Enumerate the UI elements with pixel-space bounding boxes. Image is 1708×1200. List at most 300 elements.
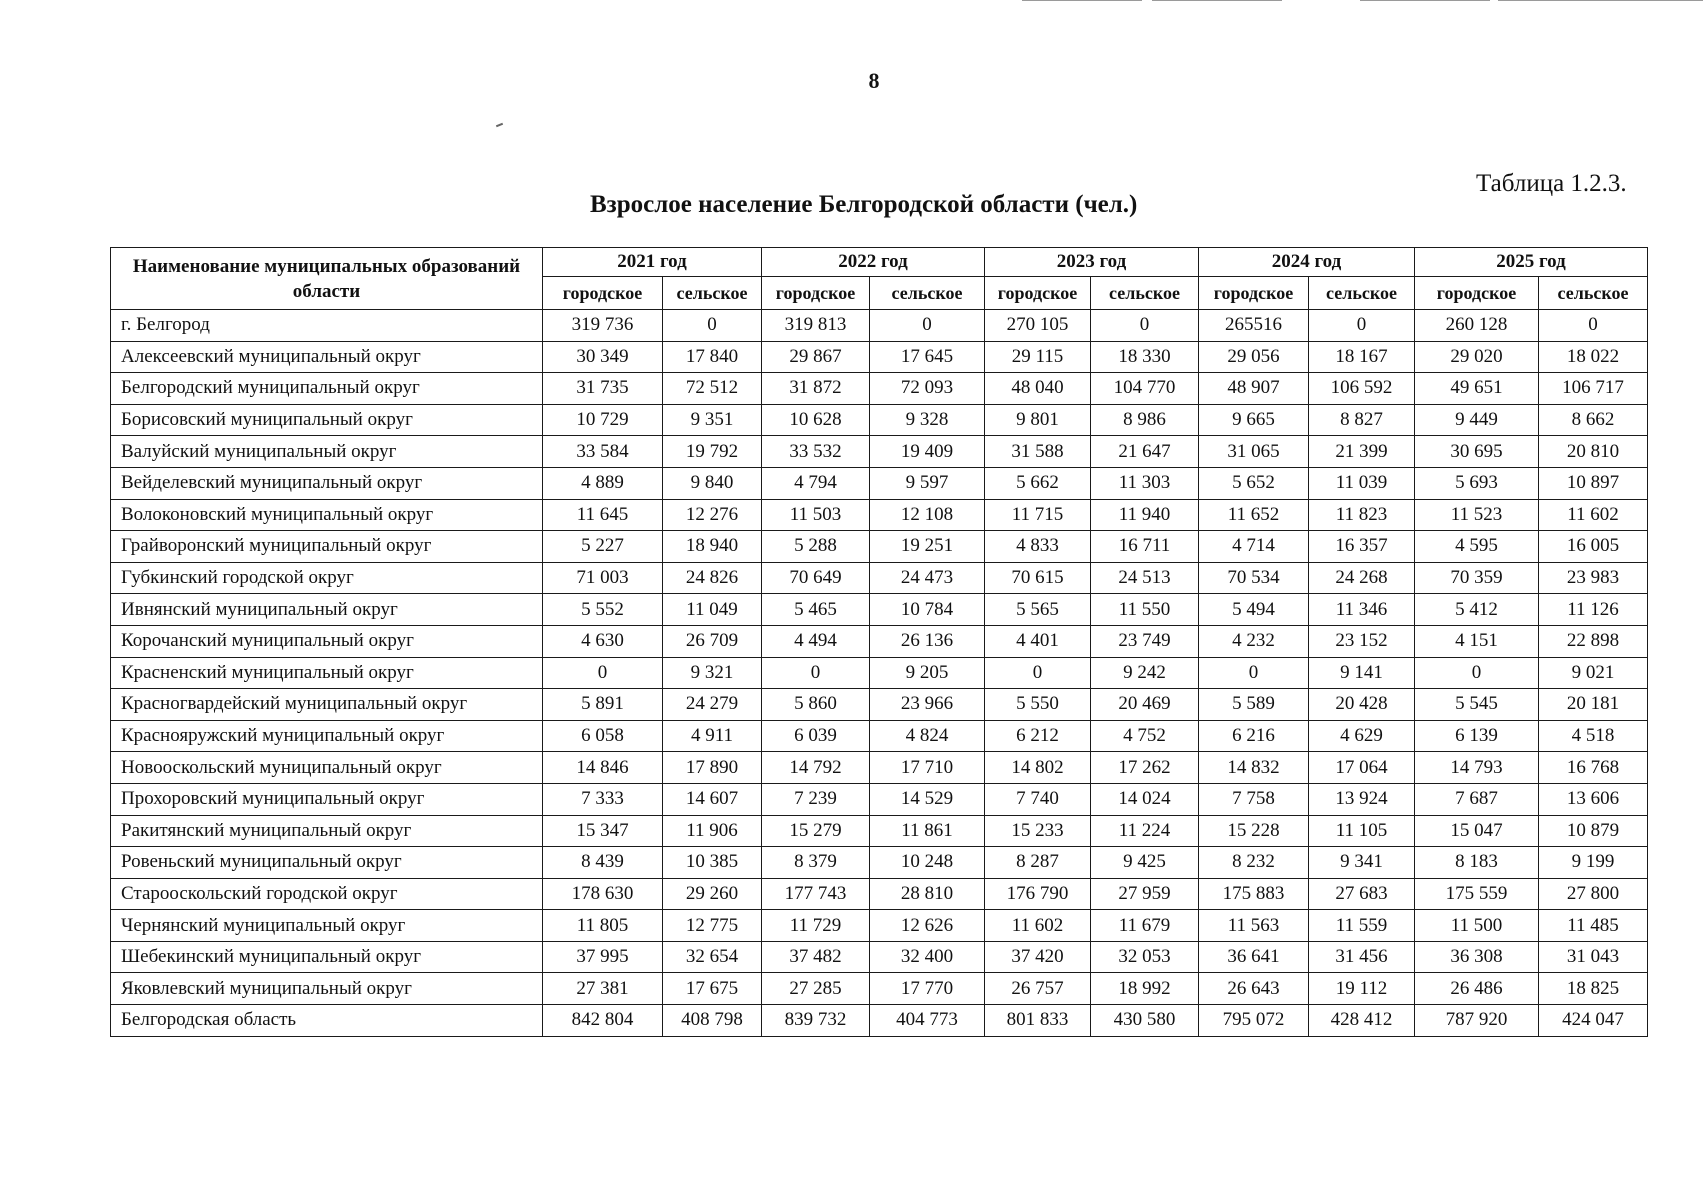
column-header-name: Наименование муниципальных образований области	[111, 248, 543, 310]
rural-value-cell: 11 550	[1091, 594, 1199, 626]
column-header-urban: городское	[762, 277, 870, 310]
rural-value-cell: 31 043	[1539, 941, 1648, 973]
rural-value-cell: 9 351	[663, 404, 762, 436]
rural-value-cell: 0	[663, 310, 762, 342]
table-label: Таблица 1.2.3.	[1476, 170, 1627, 197]
rural-value-cell: 11 861	[870, 815, 985, 847]
row-name-cell: Красногвардейский муниципальный округ	[111, 689, 543, 721]
rural-value-cell: 9 341	[1309, 847, 1415, 879]
row-name-cell: Алексеевский муниципальный округ	[111, 341, 543, 373]
urban-value-cell: 0	[1199, 657, 1309, 689]
rural-value-cell: 9 205	[870, 657, 985, 689]
rural-value-cell: 10 879	[1539, 815, 1648, 847]
rural-value-cell: 16 005	[1539, 531, 1648, 563]
row-name-cell: Прохоровский муниципальный округ	[111, 783, 543, 815]
rural-value-cell: 4 752	[1091, 720, 1199, 752]
urban-value-cell: 7 239	[762, 783, 870, 815]
pen-mark	[496, 123, 503, 127]
rural-value-cell: 428 412	[1309, 1005, 1415, 1037]
urban-value-cell: 260 128	[1415, 310, 1539, 342]
rural-value-cell: 17 064	[1309, 752, 1415, 784]
row-name-cell: Красненский муниципальный округ	[111, 657, 543, 689]
urban-value-cell: 7 687	[1415, 783, 1539, 815]
table-row	[111, 657, 1648, 689]
urban-value-cell: 26 757	[985, 973, 1091, 1005]
rural-value-cell: 11 126	[1539, 594, 1648, 626]
urban-value-cell: 9 801	[985, 404, 1091, 436]
urban-value-cell: 5 693	[1415, 467, 1539, 499]
rural-value-cell: 18 992	[1091, 973, 1199, 1005]
urban-value-cell: 36 308	[1415, 941, 1539, 973]
urban-value-cell: 33 584	[543, 436, 663, 468]
urban-value-cell: 319 813	[762, 310, 870, 342]
urban-value-cell: 33 532	[762, 436, 870, 468]
urban-value-cell: 4 714	[1199, 531, 1309, 563]
urban-value-cell: 5 552	[543, 594, 663, 626]
rural-value-cell: 10 385	[663, 847, 762, 879]
table-row	[111, 625, 1648, 657]
row-name-cell: Чернянский муниципальный округ	[111, 910, 543, 942]
rural-value-cell: 23 152	[1309, 625, 1415, 657]
rural-value-cell: 11 224	[1091, 815, 1199, 847]
urban-value-cell: 6 216	[1199, 720, 1309, 752]
row-name-cell: Корочанский муниципальный округ	[111, 625, 543, 657]
urban-value-cell: 14 793	[1415, 752, 1539, 784]
rural-value-cell: 16 768	[1539, 752, 1648, 784]
urban-value-cell: 5 589	[1199, 689, 1309, 721]
urban-value-cell: 37 995	[543, 941, 663, 973]
urban-value-cell: 319 736	[543, 310, 663, 342]
urban-value-cell: 842 804	[543, 1005, 663, 1037]
rural-value-cell: 18 330	[1091, 341, 1199, 373]
rural-value-cell: 19 792	[663, 436, 762, 468]
urban-value-cell: 15 347	[543, 815, 663, 847]
urban-value-cell: 4 630	[543, 625, 663, 657]
urban-value-cell: 36 641	[1199, 941, 1309, 973]
urban-value-cell: 71 003	[543, 562, 663, 594]
rural-value-cell: 24 473	[870, 562, 985, 594]
urban-value-cell: 70 649	[762, 562, 870, 594]
rural-value-cell: 8 662	[1539, 404, 1648, 436]
urban-value-cell: 5 860	[762, 689, 870, 721]
urban-value-cell: 8 183	[1415, 847, 1539, 879]
urban-value-cell: 70 615	[985, 562, 1091, 594]
table-row	[111, 941, 1648, 973]
table-row	[111, 689, 1648, 721]
row-name-cell: Яковлевский муниципальный округ	[111, 973, 543, 1005]
table-row	[111, 373, 1648, 405]
rural-value-cell: 9 425	[1091, 847, 1199, 879]
table-row	[111, 973, 1648, 1005]
urban-value-cell: 0	[543, 657, 663, 689]
column-header-rural: сельское	[1309, 277, 1415, 310]
urban-value-cell: 7 740	[985, 783, 1091, 815]
rural-value-cell: 11 303	[1091, 467, 1199, 499]
column-header-year: 2024 год	[1199, 248, 1415, 277]
urban-value-cell: 5 494	[1199, 594, 1309, 626]
urban-value-cell: 37 420	[985, 941, 1091, 973]
rural-value-cell: 9 321	[663, 657, 762, 689]
urban-value-cell: 5 891	[543, 689, 663, 721]
urban-value-cell: 4 595	[1415, 531, 1539, 563]
scan-edge-rule	[1022, 0, 1142, 1]
rural-value-cell: 9 242	[1091, 657, 1199, 689]
row-name-cell: Ивнянский муниципальный округ	[111, 594, 543, 626]
urban-value-cell: 29 020	[1415, 341, 1539, 373]
rural-value-cell: 9 021	[1539, 657, 1648, 689]
table-row	[111, 815, 1648, 847]
rural-value-cell: 424 047	[1539, 1005, 1648, 1037]
urban-value-cell: 0	[762, 657, 870, 689]
urban-value-cell: 5 652	[1199, 467, 1309, 499]
rural-value-cell: 12 775	[663, 910, 762, 942]
urban-value-cell: 15 047	[1415, 815, 1539, 847]
table-row	[111, 531, 1648, 563]
rural-value-cell: 106 717	[1539, 373, 1648, 405]
rural-value-cell: 18 825	[1539, 973, 1648, 1005]
rural-value-cell: 8 827	[1309, 404, 1415, 436]
urban-value-cell: 31 735	[543, 373, 663, 405]
scan-edge-rule	[1152, 0, 1282, 1]
rural-value-cell: 21 647	[1091, 436, 1199, 468]
rural-value-cell: 13 606	[1539, 783, 1648, 815]
column-header-year: 2022 год	[762, 248, 985, 277]
rural-value-cell: 11 823	[1309, 499, 1415, 531]
row-name-cell: Ракитянский муниципальный округ	[111, 815, 543, 847]
row-name-cell: Шебекинский муниципальный округ	[111, 941, 543, 973]
rural-value-cell: 9 597	[870, 467, 985, 499]
urban-value-cell: 27 285	[762, 973, 870, 1005]
urban-value-cell: 801 833	[985, 1005, 1091, 1037]
rural-value-cell: 24 279	[663, 689, 762, 721]
urban-value-cell: 0	[1415, 657, 1539, 689]
urban-value-cell: 26 486	[1415, 973, 1539, 1005]
row-name-cell: Новооскольский муниципальный округ	[111, 752, 543, 784]
rural-value-cell: 11 049	[663, 594, 762, 626]
urban-value-cell: 11 715	[985, 499, 1091, 531]
rural-value-cell: 23 966	[870, 689, 985, 721]
rural-value-cell: 8 986	[1091, 404, 1199, 436]
urban-value-cell: 0	[985, 657, 1091, 689]
rural-value-cell: 11 559	[1309, 910, 1415, 942]
urban-value-cell: 14 792	[762, 752, 870, 784]
rural-value-cell: 20 810	[1539, 436, 1648, 468]
column-header-year: 2023 год	[985, 248, 1199, 277]
rural-value-cell: 17 710	[870, 752, 985, 784]
urban-value-cell: 30 349	[543, 341, 663, 373]
urban-value-cell: 11 729	[762, 910, 870, 942]
row-name-cell: Валуйский муниципальный округ	[111, 436, 543, 468]
urban-value-cell: 29 115	[985, 341, 1091, 373]
row-name-cell: Белгородская область	[111, 1005, 543, 1037]
rural-value-cell: 106 592	[1309, 373, 1415, 405]
urban-value-cell: 5 550	[985, 689, 1091, 721]
urban-value-cell: 787 920	[1415, 1005, 1539, 1037]
rural-value-cell: 19 112	[1309, 973, 1415, 1005]
rural-value-cell: 24 513	[1091, 562, 1199, 594]
rural-value-cell: 11 602	[1539, 499, 1648, 531]
column-header-rural: сельское	[1091, 277, 1199, 310]
rural-value-cell: 32 654	[663, 941, 762, 973]
urban-value-cell: 10 628	[762, 404, 870, 436]
rural-value-cell: 11 485	[1539, 910, 1648, 942]
rural-value-cell: 26 136	[870, 625, 985, 657]
urban-value-cell: 70 359	[1415, 562, 1539, 594]
page-number: 8	[868, 68, 880, 93]
urban-value-cell: 4 494	[762, 625, 870, 657]
urban-value-cell: 14 802	[985, 752, 1091, 784]
rural-value-cell: 0	[1539, 310, 1648, 342]
rural-value-cell: 18 940	[663, 531, 762, 563]
urban-value-cell: 839 732	[762, 1005, 870, 1037]
column-header-year: 2021 год	[543, 248, 762, 277]
urban-value-cell: 6 139	[1415, 720, 1539, 752]
rural-value-cell: 29 260	[663, 878, 762, 910]
urban-value-cell: 175 559	[1415, 878, 1539, 910]
urban-value-cell: 7 333	[543, 783, 663, 815]
rural-value-cell: 17 890	[663, 752, 762, 784]
rural-value-cell: 31 456	[1309, 941, 1415, 973]
rural-value-cell: 9 141	[1309, 657, 1415, 689]
urban-value-cell: 5 412	[1415, 594, 1539, 626]
urban-value-cell: 14 846	[543, 752, 663, 784]
urban-value-cell: 14 832	[1199, 752, 1309, 784]
rural-value-cell: 14 529	[870, 783, 985, 815]
column-header-urban: городское	[1199, 277, 1309, 310]
rural-value-cell: 20 181	[1539, 689, 1648, 721]
rural-value-cell: 21 399	[1309, 436, 1415, 468]
table-row	[111, 404, 1648, 436]
rural-value-cell: 0	[1309, 310, 1415, 342]
rural-value-cell: 430 580	[1091, 1005, 1199, 1037]
rural-value-cell: 17 645	[870, 341, 985, 373]
urban-value-cell: 11 503	[762, 499, 870, 531]
rural-value-cell: 20 428	[1309, 689, 1415, 721]
urban-value-cell: 270 105	[985, 310, 1091, 342]
rural-value-cell: 11 105	[1309, 815, 1415, 847]
population-table	[110, 247, 1648, 1037]
rural-value-cell: 17 262	[1091, 752, 1199, 784]
rural-value-cell: 11 679	[1091, 910, 1199, 942]
urban-value-cell: 5 662	[985, 467, 1091, 499]
rural-value-cell: 4 824	[870, 720, 985, 752]
rural-value-cell: 24 826	[663, 562, 762, 594]
table-row	[111, 310, 1648, 342]
row-name-cell: Краснояружский муниципальный округ	[111, 720, 543, 752]
urban-value-cell: 11 500	[1415, 910, 1539, 942]
rural-value-cell: 11 346	[1309, 594, 1415, 626]
column-header-rural: сельское	[870, 277, 985, 310]
urban-value-cell: 15 279	[762, 815, 870, 847]
rural-value-cell: 12 108	[870, 499, 985, 531]
rural-value-cell: 0	[1091, 310, 1199, 342]
urban-value-cell: 8 379	[762, 847, 870, 879]
urban-value-cell: 795 072	[1199, 1005, 1309, 1037]
rural-value-cell: 10 897	[1539, 467, 1648, 499]
rural-value-cell: 26 709	[663, 625, 762, 657]
urban-value-cell: 15 228	[1199, 815, 1309, 847]
rural-value-cell: 4 911	[663, 720, 762, 752]
urban-value-cell: 29 056	[1199, 341, 1309, 373]
urban-value-cell: 5 465	[762, 594, 870, 626]
rural-value-cell: 72 093	[870, 373, 985, 405]
urban-value-cell: 37 482	[762, 941, 870, 973]
urban-value-cell: 178 630	[543, 878, 663, 910]
table-row	[111, 467, 1648, 499]
urban-value-cell: 4 889	[543, 467, 663, 499]
rural-value-cell: 16 357	[1309, 531, 1415, 563]
urban-value-cell: 27 381	[543, 973, 663, 1005]
row-name-cell: Старооскольский городской округ	[111, 878, 543, 910]
urban-value-cell: 4 151	[1415, 625, 1539, 657]
rural-value-cell: 10 248	[870, 847, 985, 879]
column-header-year: 2025 год	[1415, 248, 1648, 277]
table-row	[111, 1005, 1648, 1037]
rural-value-cell: 32 400	[870, 941, 985, 973]
rural-value-cell: 17 840	[663, 341, 762, 373]
urban-value-cell: 11 645	[543, 499, 663, 531]
urban-value-cell: 6 212	[985, 720, 1091, 752]
table-row	[111, 720, 1648, 752]
urban-value-cell: 4 794	[762, 467, 870, 499]
urban-value-cell: 4 232	[1199, 625, 1309, 657]
row-name-cell: Белгородский муниципальный округ	[111, 373, 543, 405]
rural-value-cell: 18 022	[1539, 341, 1648, 373]
table-row	[111, 752, 1648, 784]
urban-value-cell: 31 588	[985, 436, 1091, 468]
header-row-years	[111, 248, 1648, 277]
urban-value-cell: 8 232	[1199, 847, 1309, 879]
rural-value-cell: 12 626	[870, 910, 985, 942]
table-row	[111, 436, 1648, 468]
urban-value-cell: 70 534	[1199, 562, 1309, 594]
row-name-cell: Губкинский городской округ	[111, 562, 543, 594]
rural-value-cell: 32 053	[1091, 941, 1199, 973]
rural-value-cell: 23 983	[1539, 562, 1648, 594]
urban-value-cell: 11 523	[1415, 499, 1539, 531]
column-header-rural: сельское	[1539, 277, 1648, 310]
urban-value-cell: 8 439	[543, 847, 663, 879]
scan-edge-rule	[1498, 0, 1703, 1]
urban-value-cell: 4 833	[985, 531, 1091, 563]
rural-value-cell: 11 940	[1091, 499, 1199, 531]
table-row	[111, 910, 1648, 942]
rural-value-cell: 18 167	[1309, 341, 1415, 373]
rural-value-cell: 17 770	[870, 973, 985, 1005]
urban-value-cell: 6 058	[543, 720, 663, 752]
urban-value-cell: 11 805	[543, 910, 663, 942]
rural-value-cell: 4 518	[1539, 720, 1648, 752]
rural-value-cell: 27 959	[1091, 878, 1199, 910]
table-row	[111, 562, 1648, 594]
rural-value-cell: 28 810	[870, 878, 985, 910]
rural-value-cell: 27 800	[1539, 878, 1648, 910]
table-row	[111, 783, 1648, 815]
rural-value-cell: 11 039	[1309, 467, 1415, 499]
rural-value-cell: 0	[870, 310, 985, 342]
urban-value-cell: 5 288	[762, 531, 870, 563]
row-name-cell: г. Белгород	[111, 310, 543, 342]
column-header-rural: сельское	[663, 277, 762, 310]
rural-value-cell: 9 840	[663, 467, 762, 499]
rural-value-cell: 23 749	[1091, 625, 1199, 657]
urban-value-cell: 31 065	[1199, 436, 1309, 468]
rural-value-cell: 72 512	[663, 373, 762, 405]
row-name-cell: Вейделевский муниципальный округ	[111, 467, 543, 499]
urban-value-cell: 4 401	[985, 625, 1091, 657]
urban-value-cell: 175 883	[1199, 878, 1309, 910]
rural-value-cell: 27 683	[1309, 878, 1415, 910]
urban-value-cell: 30 695	[1415, 436, 1539, 468]
urban-value-cell: 5 565	[985, 594, 1091, 626]
rural-value-cell: 12 276	[663, 499, 762, 531]
table-row	[111, 341, 1648, 373]
urban-value-cell: 31 872	[762, 373, 870, 405]
rural-value-cell: 22 898	[1539, 625, 1648, 657]
rural-value-cell: 20 469	[1091, 689, 1199, 721]
urban-value-cell: 11 563	[1199, 910, 1309, 942]
column-header-urban: городское	[985, 277, 1091, 310]
urban-value-cell: 9 449	[1415, 404, 1539, 436]
urban-value-cell: 265516	[1199, 310, 1309, 342]
urban-value-cell: 26 643	[1199, 973, 1309, 1005]
table-body	[111, 310, 1648, 1037]
rural-value-cell: 11 906	[663, 815, 762, 847]
rural-value-cell: 24 268	[1309, 562, 1415, 594]
urban-value-cell: 5 227	[543, 531, 663, 563]
urban-value-cell: 8 287	[985, 847, 1091, 879]
rural-value-cell: 10 784	[870, 594, 985, 626]
urban-value-cell: 49 651	[1415, 373, 1539, 405]
rural-value-cell: 9 328	[870, 404, 985, 436]
urban-value-cell: 48 907	[1199, 373, 1309, 405]
rural-value-cell: 9 199	[1539, 847, 1648, 879]
row-name-cell: Борисовский муниципальный округ	[111, 404, 543, 436]
urban-value-cell: 48 040	[985, 373, 1091, 405]
rural-value-cell: 19 251	[870, 531, 985, 563]
rural-value-cell: 13 924	[1309, 783, 1415, 815]
table-row	[111, 878, 1648, 910]
rural-value-cell: 104 770	[1091, 373, 1199, 405]
urban-value-cell: 7 758	[1199, 783, 1309, 815]
rural-value-cell: 14 024	[1091, 783, 1199, 815]
row-name-cell: Грайворонский муниципальный округ	[111, 531, 543, 563]
table-row	[111, 499, 1648, 531]
urban-value-cell: 6 039	[762, 720, 870, 752]
table-row	[111, 594, 1648, 626]
rural-value-cell: 404 773	[870, 1005, 985, 1037]
rural-value-cell: 16 711	[1091, 531, 1199, 563]
row-name-cell: Волоконовский муниципальный округ	[111, 499, 543, 531]
urban-value-cell: 9 665	[1199, 404, 1309, 436]
urban-value-cell: 11 652	[1199, 499, 1309, 531]
rural-value-cell: 4 629	[1309, 720, 1415, 752]
urban-value-cell: 176 790	[985, 878, 1091, 910]
rural-value-cell: 19 409	[870, 436, 985, 468]
urban-value-cell: 11 602	[985, 910, 1091, 942]
urban-value-cell: 5 545	[1415, 689, 1539, 721]
column-header-urban: городское	[543, 277, 663, 310]
rural-value-cell: 17 675	[663, 973, 762, 1005]
column-header-urban: городское	[1415, 277, 1539, 310]
rural-value-cell: 408 798	[663, 1005, 762, 1037]
urban-value-cell: 29 867	[762, 341, 870, 373]
urban-value-cell: 177 743	[762, 878, 870, 910]
scan-edge-rule	[1360, 0, 1490, 1]
rural-value-cell: 14 607	[663, 783, 762, 815]
row-name-cell: Ровеньский муниципальный округ	[111, 847, 543, 879]
urban-value-cell: 15 233	[985, 815, 1091, 847]
